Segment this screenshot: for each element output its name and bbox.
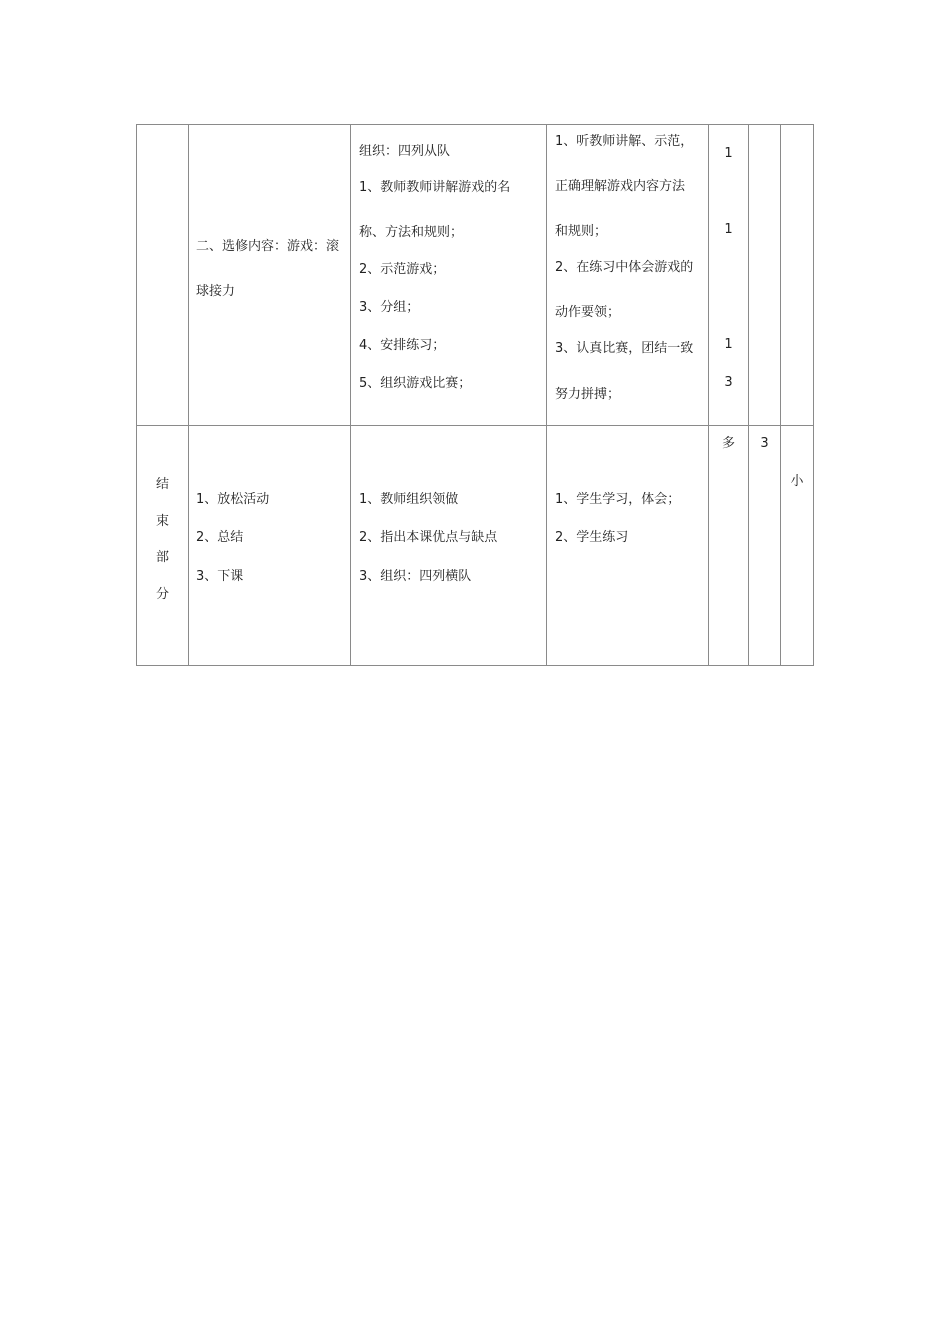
row2-teacher-line: 3、组织：四列横队 xyxy=(359,569,472,584)
row1-student-line: 1、听教师讲解、示范， xyxy=(555,134,694,149)
row2-section-char: 结 xyxy=(155,477,169,492)
row1-content-cell xyxy=(189,125,350,425)
row2-content-line: 3、下课 xyxy=(196,569,244,584)
row1-teacher-line: 4、安排练习； xyxy=(359,338,446,353)
row2-col7-value: 小 xyxy=(790,474,804,489)
row1-teacher-line: 3、分组； xyxy=(359,300,420,315)
row2-section-char: 分 xyxy=(155,587,169,602)
row1-student-line: 和规则； xyxy=(555,224,608,239)
row1-col5-digit: 3 xyxy=(724,375,733,390)
row2-col6-value: 3 xyxy=(760,436,769,451)
row1-col5-digit: 1 xyxy=(724,146,733,161)
row2-content-line: 1、放松活动 xyxy=(196,492,270,507)
row2-content-cell xyxy=(189,426,350,665)
row1-student-line: 3、认真比赛，团结一致 xyxy=(555,341,694,356)
row2-col6-cell xyxy=(749,426,780,665)
row1-col6-cell xyxy=(749,125,780,425)
row1-student-line: 努力拼搏； xyxy=(555,387,621,402)
row1-teacher-line: 5、组织游戏比赛； xyxy=(359,376,472,391)
row1-teacher-line: 1、教师教师讲解游戏的名 xyxy=(359,180,511,195)
row1-student-line: 正确理解游戏内容方法 xyxy=(555,179,686,194)
row1-teacher-line: 2、示范游戏； xyxy=(359,262,446,277)
lesson-plan-table xyxy=(136,124,814,666)
row1-section-cell xyxy=(137,125,188,425)
row2-section-cell xyxy=(137,426,188,665)
row2-teacher-line: 2、指出本课优点与缺点 xyxy=(359,530,498,545)
row1-col5-cell xyxy=(709,125,748,425)
row2-col7-cell xyxy=(781,426,813,665)
row1-student-cell xyxy=(547,125,708,425)
row1-content-line: 二、选修内容：游戏：滚 xyxy=(196,239,340,254)
table-border-bottom xyxy=(136,665,814,666)
row2-teacher-cell xyxy=(351,426,546,665)
row2-student-cell xyxy=(547,426,708,665)
row1-content-line: 球接力 xyxy=(196,284,236,299)
row1-teacher-line: 组织：四列从队 xyxy=(359,144,451,159)
row1-col5-digit: 1 xyxy=(724,337,733,352)
row2-student-line: 1、学生学习，体会； xyxy=(555,492,681,507)
row2-content-line: 2、总结 xyxy=(196,530,244,545)
row2-section-char: 部 xyxy=(155,550,169,565)
row1-col7-cell xyxy=(781,125,813,425)
row1-teacher-cell xyxy=(351,125,546,425)
row1-student-line: 2、在练习中体会游戏的 xyxy=(555,260,694,275)
row2-section-char: 束 xyxy=(155,514,169,529)
row2-student-line: 2、学生练习 xyxy=(555,530,629,545)
row2-col5-value: 多 xyxy=(721,436,735,451)
table-border-right xyxy=(813,124,814,666)
row2-teacher-line: 1、教师组织领做 xyxy=(359,492,459,507)
row2-col5-cell xyxy=(709,426,748,665)
row1-teacher-line: 称、方法和规则； xyxy=(359,225,464,240)
row1-student-line: 动作要领； xyxy=(555,305,621,320)
row1-col5-digit: 1 xyxy=(724,222,733,237)
